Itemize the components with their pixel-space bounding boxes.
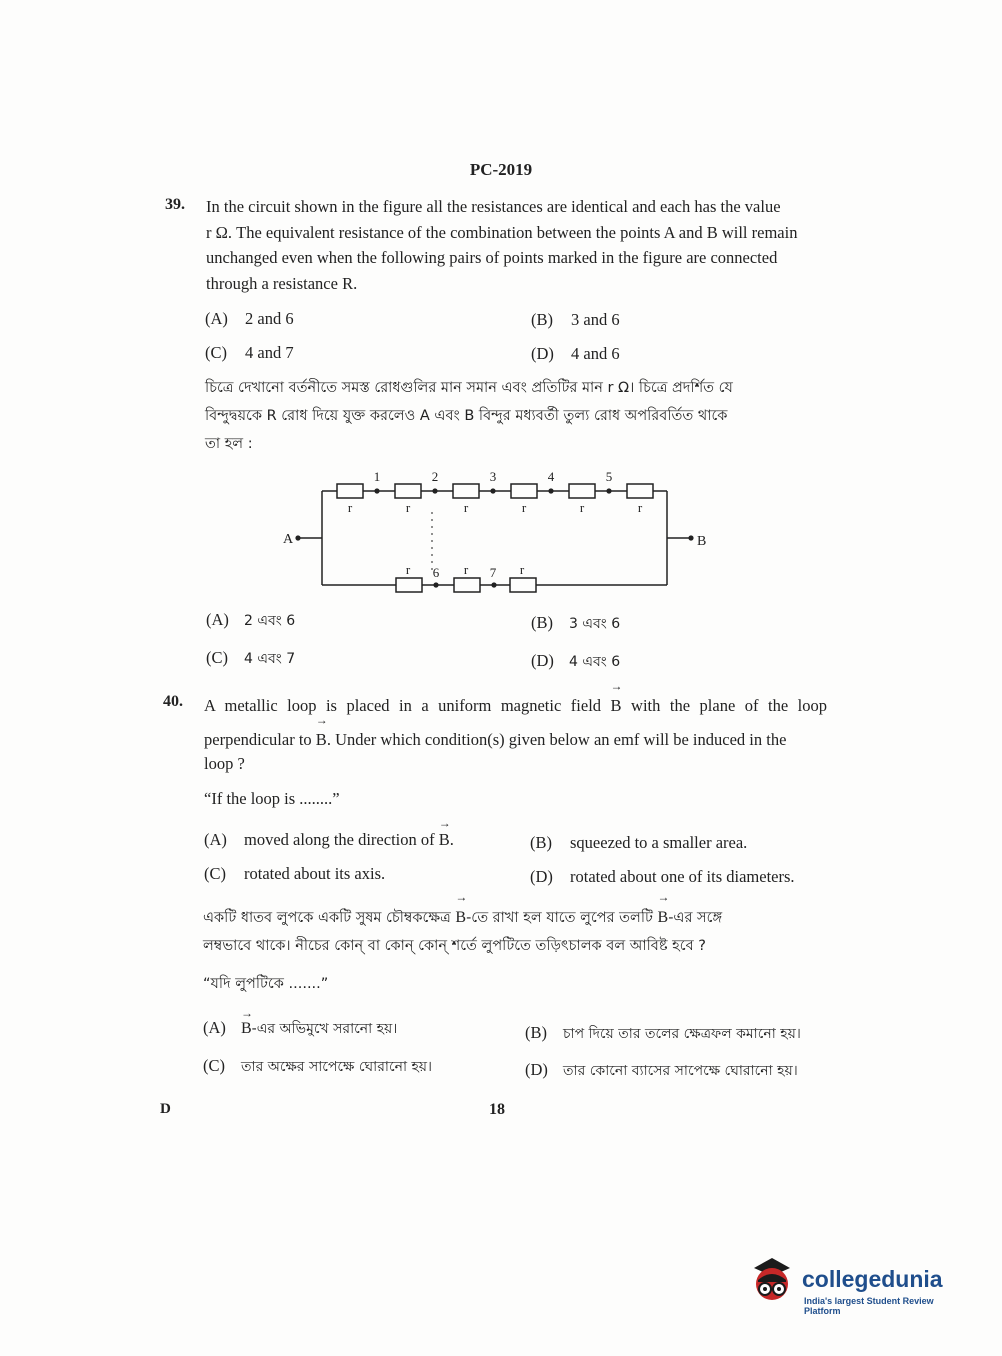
option-text: . — [449, 830, 454, 849]
question-39-line: In the circuit shown in the figure all the resistances are identical and each has the value — [206, 197, 781, 216]
option-label: (D) — [525, 1060, 548, 1079]
vector-b: → B — [611, 693, 622, 719]
bengali-line-1 — [203, 904, 828, 932]
option-text: 3 and 6 — [571, 310, 620, 329]
node-4 — [548, 488, 553, 493]
q40-bengali-option-c[interactable] — [203, 1055, 432, 1079]
terminal-b-label: B — [697, 534, 707, 549]
q40-option-a[interactable] — [204, 830, 454, 850]
text-run: -এর সঙ্গে — [668, 910, 723, 926]
resistor-label: r — [579, 500, 585, 515]
text-run: -তে রাখা হল যাতে লুপের তলটি — [466, 910, 653, 926]
resistor-top-6 — [627, 484, 653, 498]
option-label: (D) — [531, 344, 554, 363]
question-40-line-1 — [204, 693, 827, 719]
option-text: rotated about its axis. — [244, 864, 386, 883]
page-number: 18 — [489, 1101, 505, 1118]
resistor-label: r — [463, 562, 469, 577]
question-40-line-2 — [204, 727, 827, 753]
node-label-6: 6 — [432, 565, 440, 580]
option-text: 4 and 6 — [571, 344, 620, 363]
resistor-top-3 — [453, 484, 479, 498]
q39-bengali-option-a[interactable] — [206, 609, 295, 633]
option-label: (D) — [530, 867, 553, 886]
text-run: with the plane of the loop — [631, 696, 827, 715]
resistor-label: r — [637, 500, 643, 515]
vector-b: → B — [316, 727, 327, 753]
page-header: PC-2019 — [469, 160, 533, 179]
question-40-quote: “If the loop is ........” — [204, 789, 340, 808]
text-run: A metallic loop is placed in a uniform magnetic field — [204, 696, 602, 715]
mascot-icon — [744, 1252, 800, 1308]
question-40-line-3: loop ? — [204, 754, 245, 773]
q40-option-d[interactable] — [530, 867, 795, 887]
q40-bengali-option-b[interactable] — [525, 1022, 801, 1046]
option-label: (C) — [203, 1056, 225, 1075]
brand-tagline: India's largest Student Review Platform — [804, 1296, 934, 1316]
q40-option-c[interactable] — [204, 864, 385, 884]
option-text: rotated about one of its diameters. — [570, 867, 795, 886]
option-text: moved along the direction of — [244, 830, 435, 849]
node-label-2: 2 — [431, 469, 439, 484]
resistor-label: r — [463, 500, 469, 515]
option-label: (D) — [531, 651, 554, 670]
option-label: (A) — [203, 1018, 226, 1037]
option-text: 3 এবং 6 — [569, 616, 621, 632]
terminal-a-dot — [295, 535, 300, 540]
option-label: (B) — [531, 310, 553, 329]
text-run: . Under which condition(s) given below an emf will be induced in the — [326, 730, 787, 749]
q40-option-b[interactable] — [530, 833, 747, 853]
node-label-7: 7 — [489, 565, 497, 580]
node-2 — [432, 488, 437, 493]
option-label: (A) — [205, 309, 228, 328]
bengali-line: চিত্রে দেখানো বর্তনীতে সমস্ত রোধগুলির মান সমান এবং প্রতিটির মান r Ω। চিত্রে প্রদর্শিত যে — [205, 380, 733, 396]
bengali-line: বিন্দুদ্বয়কে R রোধ দিয়ে যুক্ত করলেও A এবং B বিন্দুর মধ্যবর্তী তুল্য রোধ অপরিবর্তিত থাকে — [205, 408, 728, 424]
resistor-label: r — [405, 500, 411, 515]
text-run: একটি ধাতব লুপকে একটি সুষম চৌম্বকক্ষেত্র — [203, 910, 451, 926]
option-text: 4 এবং 6 — [569, 654, 621, 670]
resistor-label: r — [347, 500, 353, 515]
resistor-top-4 — [511, 484, 537, 498]
node-label-1: 1 — [373, 469, 381, 484]
resistor-bottom-1 — [396, 578, 422, 592]
option-label: (A) — [204, 830, 227, 849]
bengali-line-2: লম্বভাবে থাকে। নীচের কোন্ বা কোন্ কোন্ শর্তে লুপটিতে তড়িৎচালক বল আবিষ্ট হবে ? — [203, 938, 706, 954]
vector-b: → B — [455, 904, 466, 932]
resistor-top-1 — [337, 484, 363, 498]
node-3 — [490, 488, 495, 493]
option-text: 4 এবং 7 — [244, 651, 296, 667]
resistor-bottom-3 — [510, 578, 536, 592]
option-label: (B) — [531, 613, 553, 632]
series-code: D — [160, 1101, 171, 1117]
resistor-top-5 — [569, 484, 595, 498]
question-39-line: unchanged even when the following pairs of points marked in the figure are connected — [206, 248, 778, 267]
option-label: (C) — [206, 648, 228, 667]
option-text: তার কোনো ব্যাসের সাপেক্ষে ঘোরানো হয়। — [563, 1063, 798, 1079]
bengali-line: তা হল : — [205, 436, 253, 452]
node-1 — [374, 488, 379, 493]
question-39-line: through a resistance R. — [206, 273, 358, 293]
resistor-label: r — [519, 562, 525, 577]
brand-name: collegedunia — [802, 1266, 943, 1292]
option-text: squeezed to a smaller area. — [570, 833, 748, 852]
vector-b: → B — [658, 904, 669, 932]
resistor-top-2 — [395, 484, 421, 498]
option-label: (A) — [206, 610, 229, 629]
collegedunia-logo[interactable] — [740, 1248, 972, 1314]
question-39-number: 39. — [165, 196, 185, 213]
option-label: (B) — [525, 1023, 547, 1042]
q40-bengali-option-a[interactable] — [203, 1017, 397, 1041]
option-text: 2 and 6 — [245, 309, 294, 328]
resistor-label: r — [521, 500, 527, 515]
question-40-bengali — [203, 904, 828, 960]
node-label-4: 4 — [547, 469, 555, 484]
q39-bengali-option-d[interactable] — [531, 650, 620, 674]
resistor-label: r — [405, 562, 411, 577]
text-run: perpendicular to — [204, 730, 312, 749]
question-40-number: 40. — [163, 693, 183, 710]
node-7 — [491, 582, 496, 587]
node-6 — [433, 582, 438, 587]
question-39-line: r Ω. The equivalent resistance of the combination between the points A and B will remain — [206, 222, 798, 242]
vector-b: → B — [241, 1020, 252, 1038]
q39-bengali-option-c[interactable] — [206, 647, 295, 671]
option-text: তার অক্ষের সাপেক্ষে ঘোরানো হয়। — [241, 1059, 433, 1075]
option-text: -এর অভিমুখে সরানো হয়। — [251, 1021, 398, 1037]
q39-bengali-option-b[interactable] — [531, 612, 620, 636]
node-label-3: 3 — [489, 469, 497, 484]
resistor-bottom-2 — [454, 578, 480, 592]
node-label-5: 5 — [605, 469, 613, 484]
vector-b: → B — [439, 830, 450, 850]
node-5 — [606, 488, 611, 493]
option-text: চাপ দিয়ে তার তলের ক্ষেত্রফল কমানো হয়। — [563, 1026, 801, 1042]
question-40-bengali-quote: “যদি লুপটিকে .......” — [203, 976, 329, 992]
terminal-a-label: A — [283, 532, 294, 547]
option-text: 4 and 7 — [245, 343, 294, 362]
option-label: (B) — [530, 833, 552, 852]
option-text: 2 এবং 6 — [244, 613, 296, 629]
option-label: (C) — [205, 343, 227, 362]
option-label: (C) — [204, 864, 226, 883]
terminal-b-dot — [688, 535, 693, 540]
q40-bengali-option-d[interactable] — [525, 1059, 798, 1083]
